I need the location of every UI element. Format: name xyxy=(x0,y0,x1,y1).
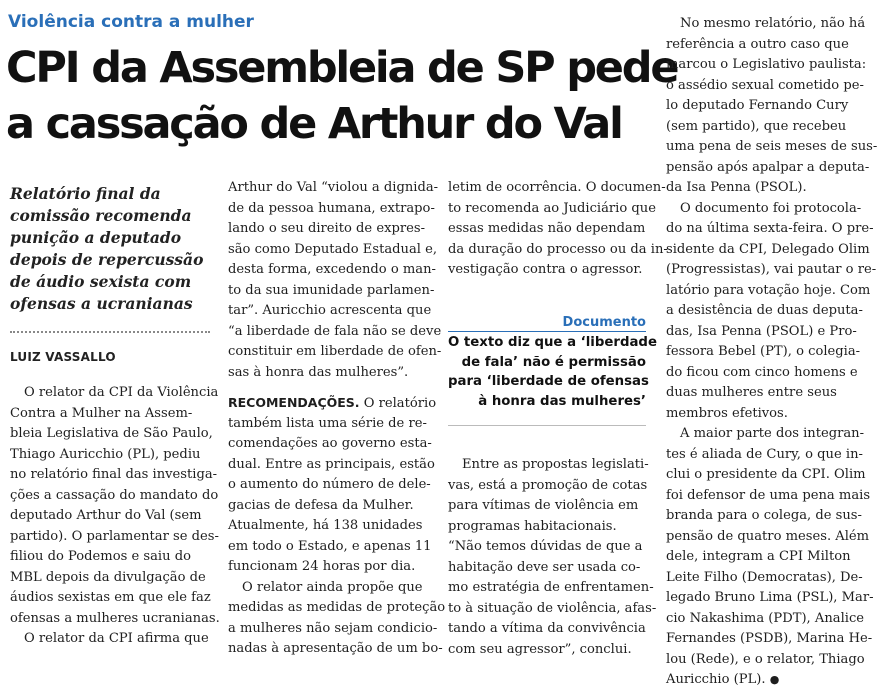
text-line: “Não temos dúvidas de que a xyxy=(448,539,643,554)
standfirst-line: Relatório final da xyxy=(10,184,161,203)
standfirst-line: punição a deputado xyxy=(10,228,182,247)
standfirst-line: ofensas a ucranianas xyxy=(10,294,193,313)
text-line: Contra a Mulher na Assem- xyxy=(10,405,193,421)
text-line: no relatório final das investiga- xyxy=(10,467,218,482)
text-line: funcionam 24 horas por dia. xyxy=(228,559,416,574)
standfirst-line: comissão recomenda xyxy=(10,206,192,225)
text-fragment: O relatório xyxy=(359,396,437,411)
section-kicker: Violência contra a mulher xyxy=(8,12,254,32)
text-line: com seu agressor”, conclui. xyxy=(448,641,632,657)
text-line: lou (Rede), e o relator, Thiago xyxy=(666,651,865,667)
text-line: duas mulheres entre seus xyxy=(666,385,837,400)
headline-line: a cassação de Arthur do Val xyxy=(6,99,622,149)
text-line: latório para votação hoje. Com xyxy=(666,282,871,298)
standfirst xyxy=(10,183,215,315)
text-line: da Isa Penna (PSOL). xyxy=(666,180,807,195)
text-line: (sem partido), que recebeu xyxy=(666,118,847,134)
text-line: o aumento do número de dele- xyxy=(228,477,431,492)
subhead-line xyxy=(228,393,437,414)
text-line: legado Bruno Lima (PSL), Mar- xyxy=(666,590,874,605)
text-line: tes é aliada de Cury, o que in- xyxy=(666,446,863,462)
text-line: são como Deputado Estadual e, xyxy=(228,241,438,257)
byline: LUIZ VASSALLO xyxy=(10,350,116,364)
text-line: A maior parte dos integran- xyxy=(680,426,865,441)
text-line: partido). O parlamentar se des- xyxy=(10,528,219,544)
text-line: O relator da CPI da Violência xyxy=(24,385,219,400)
pullquote-line: à honra das mulheres’ xyxy=(478,393,646,409)
text-line: medidas as medidas de proteção xyxy=(228,600,446,615)
text-line: dual. Entre as principais, estão xyxy=(228,456,435,472)
text-line: nadas à apresentação de um bo- xyxy=(228,641,443,656)
end-mark-icon: ● xyxy=(769,673,780,686)
text-line: mo estratégia de enfrentamen- xyxy=(448,580,654,595)
text-line: também lista uma série de re- xyxy=(228,415,427,431)
text-line: branda para o colega, de sus- xyxy=(666,508,862,523)
article-column-3 xyxy=(448,178,668,281)
text-line: para vítimas de violência em xyxy=(448,498,639,513)
text-line: Leite Filho (Democratas), De- xyxy=(666,569,863,585)
text-line: vas, está a promoção de cotas xyxy=(448,477,648,493)
article-column-4 xyxy=(666,14,877,691)
text-line: to da sua imunidade parlamen- xyxy=(228,282,435,298)
text-fragment: Auricchio (PL). xyxy=(666,672,766,687)
byline-divider xyxy=(10,331,210,333)
text-line: comendações ao governo esta- xyxy=(228,436,432,451)
text-line: desta forma, excedendo o man- xyxy=(228,262,436,277)
document-label: Documento xyxy=(562,315,646,330)
text-line: essas medidas não dependam xyxy=(448,221,646,236)
text-line: O relator ainda propõe que xyxy=(242,579,423,595)
text-line: do na última sexta-feira. O pre- xyxy=(666,221,874,236)
text-line: (Progressistas), vai pautar o re- xyxy=(666,262,877,277)
pullquote-line: para ‘liberdade de ofensas xyxy=(448,374,649,389)
pullquote-rule-bottom xyxy=(448,425,646,426)
text-line: Atualmente, há 138 unidades xyxy=(228,518,423,533)
text-line: cio Nakashima (PDT), Analice xyxy=(666,610,865,626)
text-line: to recomenda ao Judiciário que xyxy=(448,200,656,216)
text-line: sidente da CPI, Delegado Olim xyxy=(666,241,870,257)
text-line: vestigação contra o agressor. xyxy=(448,262,643,277)
text-line: Entre as propostas legislati- xyxy=(462,457,649,472)
text-line: deputado Arthur do Val (sem xyxy=(10,508,202,523)
text-line: programas habitacionais. xyxy=(448,518,617,534)
headline xyxy=(6,40,678,152)
text-line: sas à honra das mulheres”. xyxy=(228,364,409,380)
text-line: foi defensor de uma pena mais xyxy=(666,487,871,503)
text-line: ofensas a mulheres ucranianas. xyxy=(10,610,220,626)
text-line: letim de ocorrência. O documen- xyxy=(448,180,666,195)
text-line: No mesmo relatório, não há xyxy=(680,16,866,31)
text-line: das, Isa Penna (PSOL) e Pro- xyxy=(666,323,857,339)
text-line: O documento foi protocola- xyxy=(680,200,862,216)
article-column-3-continued xyxy=(448,455,657,660)
headline-line: CPI da Assembleia de SP pede xyxy=(6,43,678,93)
pull-quote xyxy=(448,333,657,411)
text-line: o assédio sexual cometido pe- xyxy=(666,77,864,93)
subhead: RECOMENDAÇÕES. xyxy=(228,395,360,410)
text-line: pensão de quatro meses. Além xyxy=(666,528,870,544)
standfirst-line: depois de repercussão xyxy=(10,250,204,269)
text-line: “a liberdade de fala não se deve xyxy=(228,323,442,339)
text-line: constituir em liberdade de ofen- xyxy=(228,344,442,359)
text-line: MBL depois da divulgação de xyxy=(10,569,206,585)
text-line: Thiago Auricchio (PL), pediu xyxy=(10,446,201,462)
text-line: em todo o Estado, e apenas 11 xyxy=(228,538,432,554)
text-line: pensão após apalpar a deputa- xyxy=(666,159,870,175)
pullquote-rule xyxy=(448,331,646,332)
text-line: tando a vítima da convivência xyxy=(448,621,646,636)
text-line: fessora Bebel (PT), o colegia- xyxy=(666,344,861,359)
text-line: de da pessoa humana, extrapo- xyxy=(228,200,435,216)
text-line: áudios sexistas em que ele faz xyxy=(10,590,211,605)
text-line: O relator da CPI afirma que xyxy=(24,631,209,646)
text-line: Arthur do Val “violou a dignida- xyxy=(228,180,439,195)
text-line: Fernandes (PSDB), Marina He- xyxy=(666,631,873,646)
article-column-1 xyxy=(10,383,220,650)
text-line: uma pena de seis meses de sus- xyxy=(666,139,877,154)
text-line: to à situação de violência, afas- xyxy=(448,600,657,616)
text-line: tar”. Auricchio acrescenta que xyxy=(228,303,432,318)
text-line: a desistência de duas deputa- xyxy=(666,303,863,318)
text-line: referência a outro caso que xyxy=(666,36,849,52)
text-line: marcou o Legislativo paulista: xyxy=(666,57,867,72)
text-line: clui o presidente da CPI. Olim xyxy=(666,467,866,482)
text-line xyxy=(666,670,871,691)
pullquote-line: O texto diz que a ‘liberdade xyxy=(448,335,657,350)
text-line: lo deputado Fernando Cury xyxy=(666,98,849,113)
text-line: dele, integram a CPI Milton xyxy=(666,549,851,564)
text-line: a mulheres não sejam condicio- xyxy=(228,620,438,636)
text-line: do ficou com cinco homens e xyxy=(666,364,858,380)
text-line: filiou do Podemos e saiu do xyxy=(10,549,191,564)
text-line: habitação deve ser usada co- xyxy=(448,559,641,575)
text-line: da duração do processo ou da in- xyxy=(448,241,668,257)
pullquote-line: de fala’ não é permissão xyxy=(461,354,646,370)
standfirst-line: de áudio sexista com xyxy=(10,272,192,291)
text-line: gacias de defesa da Mulher. xyxy=(228,497,414,513)
article-column-2 xyxy=(228,178,446,660)
text-line: membros efetivos. xyxy=(666,405,788,421)
text-line: ções a cassação do mandato do xyxy=(10,487,219,503)
text-line: lando o seu direito de expres- xyxy=(228,221,425,236)
text-line: bleia Legislativa de São Paulo, xyxy=(10,426,213,441)
